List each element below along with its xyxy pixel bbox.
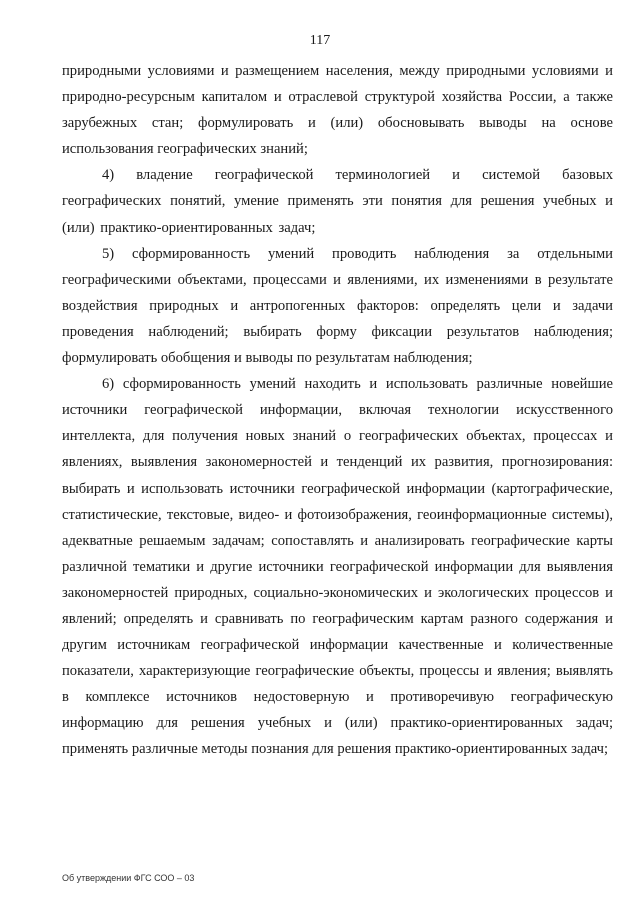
page-number: 117 — [309, 33, 331, 48]
paragraph-item-4: 4) владение географической терминологией и системой базовых географических понятий, умение применять эти понятия для решения учебных и (или) практико-ориентированных задач; — [62, 167, 613, 236]
footer-note: Об утверждении ФГС СОО – 03 — [62, 873, 195, 883]
paragraph-item-5: 5) сформированность умений проводить наблюдения за отдельными географическими объектами, процессами и явлениями, их изменениями в результате воздействия природных и антропогенных факторов: определять цели и задачи проведения наблюдений; выбирать форму фиксации результатов наблюдения; формулировать обобщения и выводы по результатам наблюдения; — [62, 245, 613, 367]
paragraph-item-6: 6) сформированность умений находить и использовать различные новейшие источники географической информации, включая технологии искусственного интеллекта, для получения новых знаний о географических объектах, процессах и явлениях, выявления закономерностей и тенденций их развития, прогнозирования: выбирать и использовать источники географической информации (картографические, статистические, текстовые, видео- и фотоизображения, геоинформационные системы), адекватные решаемым задачам; сопоставлять и анализировать географические карты различной тематики и другие источники географической информации для выявления закономерностей природных, социально-экономических и экологических процессов и явлений; определять и сравнивать по географическим картам разного содержания и другим источникам географической информации качественные и количественные показатели, характеризующие географические объекты, процессы и явления; выявлять в комплексе источников недостоверную и противоречивую географическую информацию для решения учебных и (или) практико-ориентированных задач; применять различные методы познания для решения практико-ориентированных задач; — [62, 376, 613, 758]
paragraph-continuation: природными условиями и размещением населения, между природными условиями и природно-ресурсным капиталом и отраслевой структурой хозяйства России, а также зарубежных стан; формулировать и (или) обосновывать выводы на основе использования географических знаний; — [62, 63, 613, 158]
document-body — [62, 58, 613, 763]
